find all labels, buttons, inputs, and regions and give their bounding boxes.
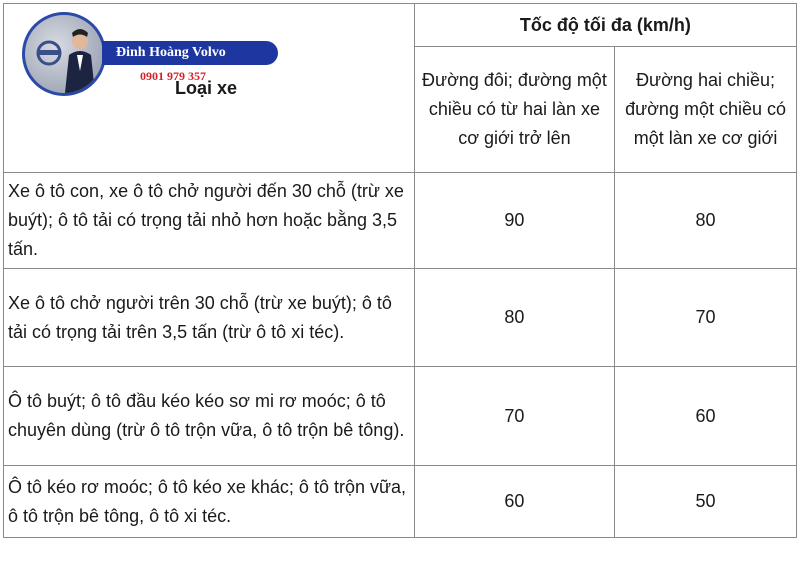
road-type-dual-header: Đường đôi; đường một chiều có từ hai làn xe cơ giới trở lên (414, 47, 614, 173)
speed-two-way-cell: 60 (615, 367, 797, 466)
road-type-two-way-header: Đường hai chiều; đường một chiều có một làn xe cơ giới (615, 47, 797, 173)
vehicle-type-header (4, 4, 415, 173)
watermark-name: Đinh Hoàng Volvo (102, 41, 278, 65)
speed-two-way-cell: 70 (615, 269, 797, 367)
table-row (4, 269, 797, 367)
vehicle-cell: Ô tô buýt; ô tô đầu kéo kéo sơ mi rơ moóc; ô tô chuyên dùng (trừ ô tô trộn vữa, ô tô trộn bê tông). (4, 367, 415, 466)
table-row (4, 367, 797, 466)
vehicle-cell: Xe ô tô chở người trên 30 chỗ (trừ xe buýt); ô tô tải có trọng tải trên 3,5 tấn (trừ ô tô xi téc). (4, 269, 415, 367)
speed-dual-cell: 60 (414, 466, 614, 538)
speed-dual-cell: 80 (414, 269, 614, 367)
watermark-phone: 0901 979 357 (140, 69, 206, 83)
speed-dual-cell: 70 (414, 367, 614, 466)
speed-two-way-cell: 80 (615, 173, 797, 269)
speed-limit-table (3, 3, 797, 538)
vehicle-type-label: Loại xe (175, 78, 238, 98)
speed-dual-cell: 90 (414, 173, 614, 269)
vehicle-cell: Ô tô kéo rơ moóc; ô tô kéo xe khác; ô tô trộn vữa, ô tô trộn bê tông, ô tô xi téc. (4, 466, 415, 538)
speed-two-way-cell: 50 (615, 466, 797, 538)
vehicle-cell: Xe ô tô con, xe ô tô chở người đến 30 chỗ (trừ xe buýt); ô tô tải có trọng tải nhỏ hơn hoặc bằng 3,5 tấn. (4, 173, 415, 269)
max-speed-header: Tốc độ tối đa (km/h) (414, 4, 796, 47)
table-row (4, 173, 797, 269)
volvo-logo-icon (22, 12, 106, 96)
table-row (4, 466, 797, 538)
